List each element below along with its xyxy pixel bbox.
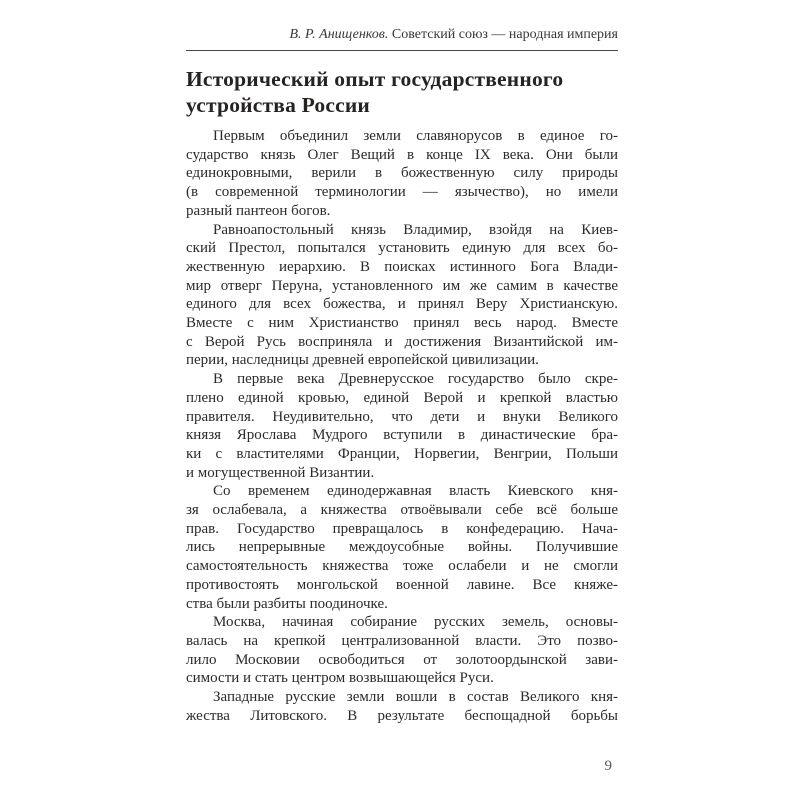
text-line: валась на крепкой централизованной власти. Это позво- [186, 632, 618, 649]
text-line: Москва, начиная собирание русских земель, основы- [213, 614, 618, 631]
text-line: жественную иерархию. В поисках истинного Бога Влади- [186, 258, 618, 275]
text-line: Со временем единодержавная власть Киевского кня- [213, 483, 618, 500]
text-line: ства были разбиты поодиночке. [186, 595, 388, 612]
text-line: единого для всех божества, и принял Веру Христианскую. [186, 296, 618, 313]
chapter-title [186, 66, 618, 118]
paragraph [186, 127, 618, 221]
text-line: разный пантеон богов. [186, 202, 331, 219]
text-line: В первые века Древнерусское государство было скре- [213, 371, 618, 388]
text-line: единокровными, верили в божественную силу природы [186, 165, 618, 182]
text-line: мир отверг Перуна, установленного им же самим в качестве [186, 277, 618, 294]
paragraph [186, 613, 618, 688]
paragraph [186, 688, 618, 725]
running-header-author: В. Р. Анищенков. [289, 27, 389, 42]
running-header-book-title: Советский союз — народная империя [388, 27, 618, 42]
paragraph [186, 221, 618, 371]
text-line: лись непрерывные междоусобные войны. Получившие [186, 539, 618, 556]
text-line: (в современной терминологии — язычество), но имели [186, 184, 618, 201]
text-line: сударство князь Олег Вещий в конце IX века. Они были [186, 146, 618, 163]
text-line: перии, наследницы древней европейской цивилизации. [186, 352, 539, 369]
text-line: зя ослабевала, а княжества отвоёвывали себе всё больше [186, 502, 618, 519]
chapter-title-line-1: Исторический опыт государственного [186, 67, 564, 91]
text-block [186, 0, 618, 726]
text-line: и могущественной Византии. [186, 464, 375, 481]
page-number: 9 [604, 758, 612, 774]
text-line: симости и стать центром возвышающейся Руси. [186, 670, 494, 687]
paragraph [186, 482, 618, 613]
text-line: ки с властителями Франции, Норвегии, Венгрии, Польши [186, 445, 618, 462]
chapter-title-line-2: устройства России [186, 93, 370, 117]
text-line: Равноапостольный князь Владимир, взойдя на Киев- [213, 221, 618, 238]
text-line: Западные русские земли вошли в состав Великого кня- [213, 689, 618, 706]
text-line: Первым объединил земли славянорусов в единое го- [213, 128, 618, 144]
page-body [186, 127, 618, 726]
text-line: прав. Государство превращалось в конфедерацию. Нача- [186, 520, 618, 537]
text-line: противостоять монгольской военной лавине. Все княже- [186, 576, 618, 593]
text-line: жества Литовского. В результате беспощадной борьбы [186, 707, 618, 724]
text-line: плено единой кровью, единой Верой и крепкой властью [186, 389, 618, 406]
text-line: Вместе с ним Христианство принял весь народ. Вместе [186, 315, 618, 332]
text-line: правителя. Неудивительно, что дети и внуки Великого [186, 408, 618, 425]
running-header [186, 26, 618, 43]
paragraph [186, 370, 618, 482]
header-rule [186, 50, 618, 51]
text-line: с Верой Русь восприняла и достижения Византийской им- [186, 333, 618, 350]
text-line: лило Московии освободиться от золотоордынской зави- [186, 651, 618, 668]
text-line: ский Престол, попытался установить единую для всех бо- [186, 240, 618, 257]
text-line: самостоятельность княжества тоже ослабели и не смогли [186, 558, 618, 575]
text-line: князя Ярослава Мудрого вступили в династические бра- [186, 427, 618, 444]
